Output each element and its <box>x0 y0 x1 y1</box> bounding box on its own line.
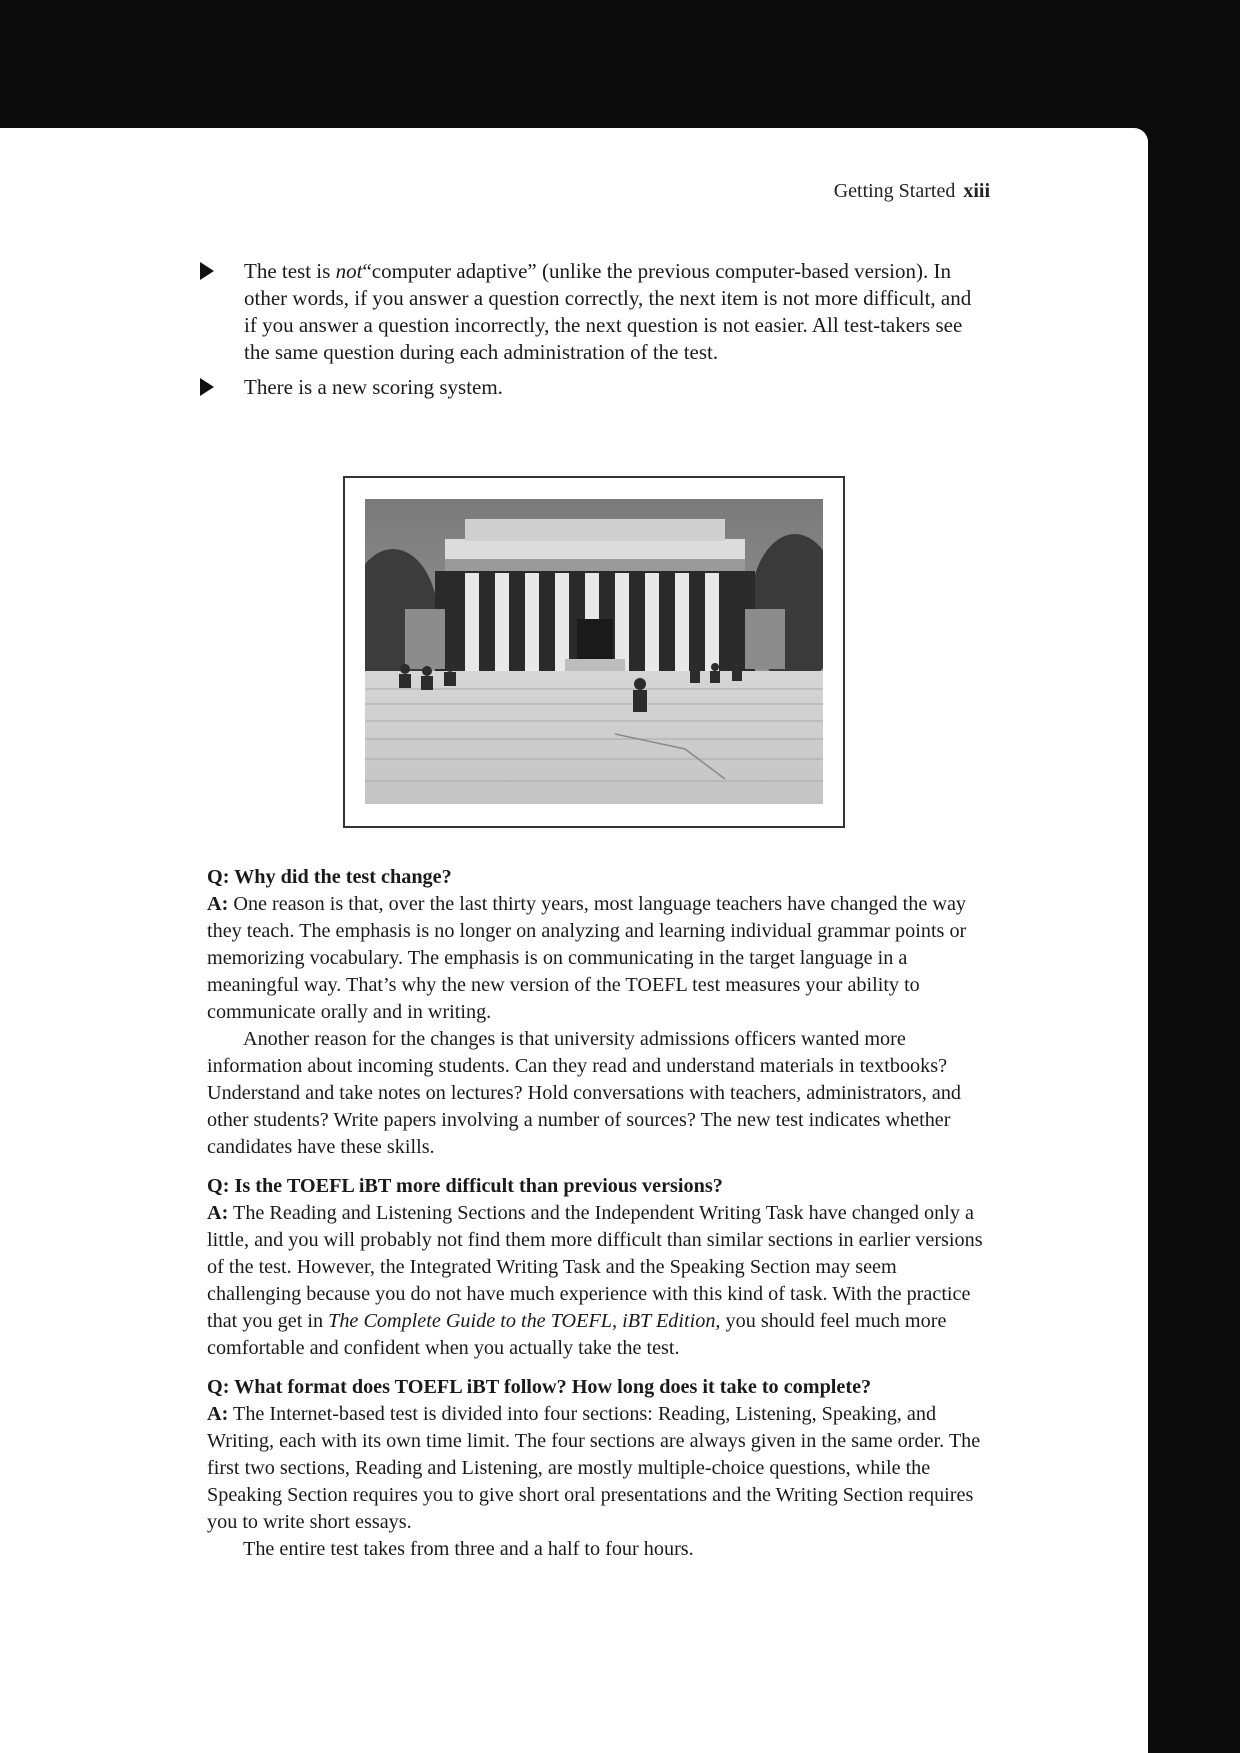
answer-paragraph <box>207 1200 987 1362</box>
triangle-bullet-icon <box>200 378 214 396</box>
answer-text: The Reading and Listening Sections and the Independent Writing Task have changed only a little, and you will probably not find them more difficult than similar sections in earlier versions of the test. However, the Integrated Writing Task and the Speaking Section may seem challenging because you do not have much experience with this kind of task. With the practice that you get in <box>207 1202 983 1332</box>
library-photo <box>365 499 823 804</box>
page-number: xiii <box>963 180 990 202</box>
answer-paragraph <box>207 1401 987 1536</box>
answer-label: A: <box>207 1202 229 1224</box>
qa-block <box>207 1173 987 1362</box>
book-title-emphasis: The Complete Guide to the TOEFL, iBT Edition, <box>328 1310 721 1332</box>
bullet-text: There is a new scoring system. <box>244 375 503 399</box>
qa-block <box>207 1374 987 1563</box>
scan-border-top <box>0 0 1240 130</box>
answer-paragraph-2: Another reason for the changes is that university admissions officers wanted more information about incoming students. Can they read and understand materials in textbooks? Understand and take notes on lectures? Hold conversations with teachers, administrators, and other students? Write papers involving a number of sources? The new test indicates whether candidates have these skills. <box>207 1028 962 1158</box>
answer-text: One reason is that, over the last thirty years, most language teachers have changed the way they teach. The emphasis is no longer on analyzing and learning individual grammar points or memorizing vocabulary. The emphasis is on communicating in the target language in a meaningful way. That’s why the new version of the TOEFL test measures your ability to communicate orally and in writing. <box>207 893 967 1023</box>
question-heading: Q: Is the TOEFL iBT more difficult than previous versions? <box>207 1175 723 1197</box>
scan-border-right <box>1142 0 1240 1753</box>
bullet-list <box>200 258 980 409</box>
question-heading: Q: What format does TOEFL iBT follow? How long does it take to complete? <box>207 1376 872 1398</box>
running-head-title: Getting Started <box>833 180 956 202</box>
bullet-item <box>200 374 980 401</box>
bullet-item <box>200 258 980 366</box>
question-heading: Q: Why did the test change? <box>207 866 452 888</box>
running-head <box>834 180 990 203</box>
answer-paragraph-2: The entire test takes from three and a half to four hours. <box>243 1538 694 1560</box>
bullet-text: “computer adaptive” (unlike the previous computer-based version). In other words, if you answer a question correctly, the next item is not more difficult, and if you answer a question incorrectly, the next question is not easier. All test-takers see the same question during each administration of the test. <box>244 259 972 364</box>
bullet-text: The test is <box>244 259 336 283</box>
answer-text: you should feel much more comfortable and confident when you actually take the test. <box>207 1310 947 1359</box>
qa-section <box>207 864 987 1575</box>
bullet-emphasis: not <box>335 259 363 283</box>
answer-label: A: <box>207 893 229 915</box>
triangle-bullet-icon <box>200 262 214 280</box>
answer-label: A: <box>207 1403 229 1425</box>
photo-figure <box>343 476 845 828</box>
qa-block <box>207 864 987 1161</box>
answer-text: The Internet-based test is divided into four sections: Reading, Listening, Speaking, and Writing, each with its own time limit. The four sections are always given in the same order. The first two sections, Reading and Listening, are mostly multiple-choice questions, while the Speaking Section requires you to give short oral presentations and the Writing Section requires you to write short essays. <box>207 1403 981 1533</box>
answer-paragraph <box>207 891 987 1026</box>
